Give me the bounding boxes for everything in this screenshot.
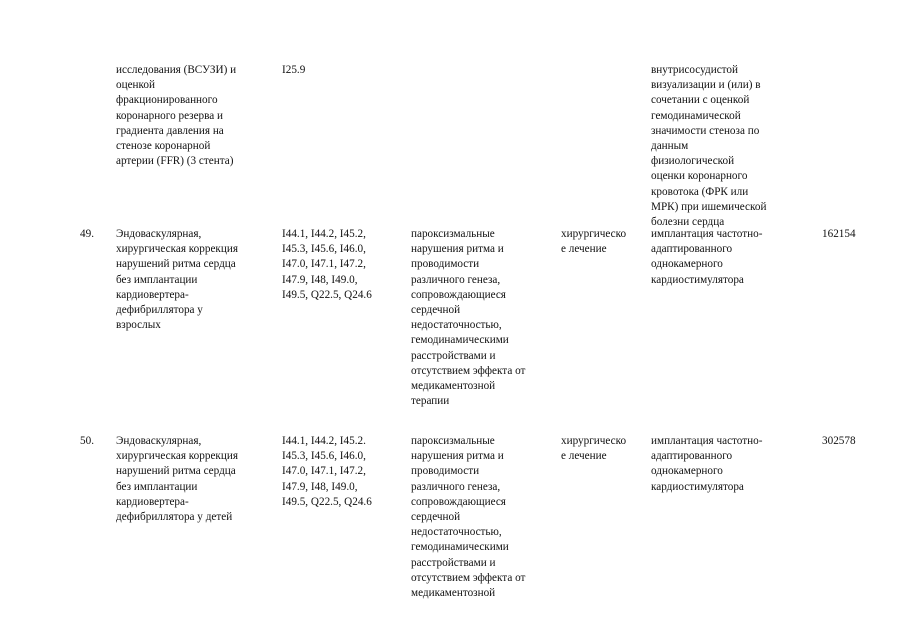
row-continuation-method: внутрисосудистой визуализации и (или) в сочетании с оценкой гемодинамической значимости стеноза по данным физиологической оценки коронарного кровотока (ФРК или МРК) при ишемической болезни сердца	[651, 64, 767, 229]
row-50-method: имплантация частотно- адаптированного однокамерного кардиостимулятора	[651, 435, 763, 493]
row-49-number: 49.	[80, 228, 94, 240]
row-49-treatment-type: хирургическо е лечение	[561, 228, 627, 256]
row-49-name: Эндоваскулярная, хирургическая коррекция нарушений ритма сердца без имплантации кардиовертера- дефибриллятора у взрослых	[116, 228, 238, 332]
row-50-codes: I44.1, I44.2, I45.2. I45.3, I45.6, I46.0, I47.0, I47.1, I47.2, I47.9, I48, I49.0, I49.5, Q22.5, Q24.6	[282, 435, 372, 508]
row-50-cost: 302578	[822, 435, 856, 447]
row-50-treatment-type: хирургическо е лечение	[561, 435, 627, 463]
row-49-codes: I44.1, I44.2, I45.2, I45.3, I45.6, I46.0, I47.0, I47.1, I47.2, I47.9, I48, I49.0, I49.5, Q22.5, Q24.6	[282, 228, 372, 301]
row-50-number: 50.	[80, 435, 94, 447]
row-49-method: имплантация частотно- адаптированного однокамерного кардиостимулятора	[651, 228, 763, 286]
row-50-name: Эндоваскулярная, хирургическая коррекция нарушений ритма сердца без имплантации кардиовертера- дефибриллятора у детей	[116, 435, 238, 524]
row-continuation-codes: I25.9	[282, 64, 306, 76]
row-49-diagnosis: пароксизмальные нарушения ритма и проводимости различного генеза, сопровождающиеся сердечной недостаточностью, гемодинамическими расстройствами и отсутствием эффекта от медикаментозной терапии	[411, 228, 526, 408]
row-continuation-name: исследования (ВСУЗИ) и оценкой фракционированного коронарного резерва и градиента давления на стенозе коронарной артерии (FFR) (3 стента)	[116, 64, 237, 168]
row-49-cost: 162154	[822, 228, 856, 240]
row-50-diagnosis: пароксизмальные нарушения ритма и проводимости различного генеза, сопровождающиеся сердечной недостаточностью, гемодинамическими расстройствами и отсутствием эффекта от медикаментозной	[411, 435, 526, 600]
